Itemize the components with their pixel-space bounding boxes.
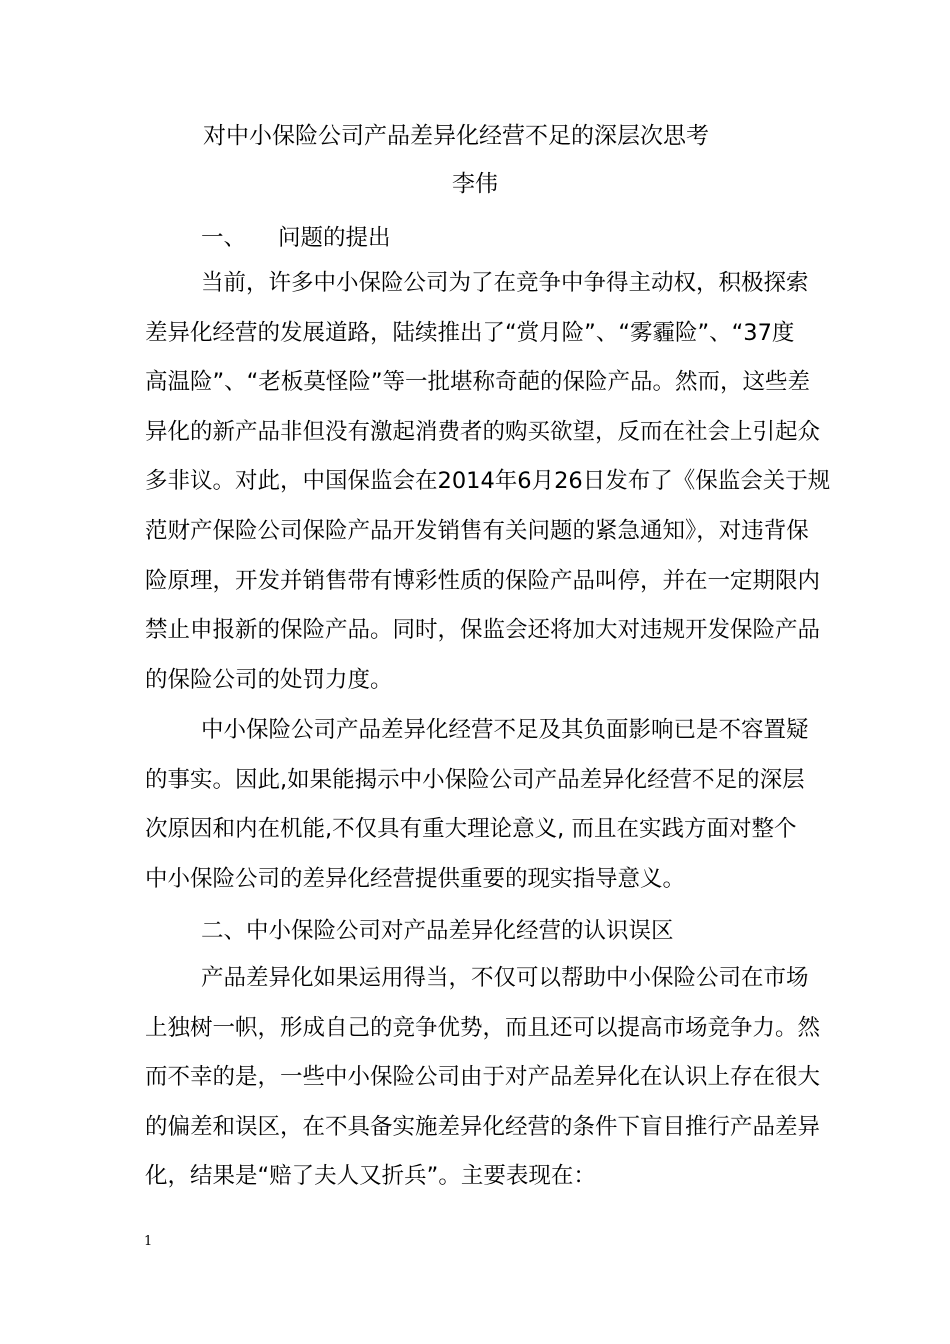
section-1-paragraph-2 [145,706,810,904]
page-number: 1 [144,1234,153,1249]
section-1-paragraph-1 [145,259,831,705]
section-2-heading: 二、中小保险公司对产品差异化经营的认识误区 [201,918,674,944]
text-line: 产品差异化如果运用得当，不仅可以帮助中小保险公司在市场 [201,965,809,991]
text-line: 高温险”、“老板莫怪险”等一批堪称奇葩的保险产品。然而，这些差 [145,369,810,396]
author-name: 李伟 [452,171,498,197]
text-line: 而不幸的是，一些中小保险公司由于对产品差异化在认识上存在很大 [145,1064,821,1091]
section-1-title: 问题的提出 [278,225,391,251]
text-line: 中小保险公司的差异化经营提供重要的现实指导意义。 [145,865,686,892]
text-line: 的偏差和误区，在不具备实施差异化经营的条件下盲目推行产品差异 [145,1113,821,1140]
text-line: 异化的新产品非但没有激起消费者的购买欲望，反而在社会上引起众 [145,418,821,445]
section-2-paragraph-1 [145,954,821,1202]
text-line: 的保险公司的处罚力度。 [145,666,393,693]
text-line: 中小保险公司产品差异化经营不足及其负面影响已是不容置疑 [201,717,809,743]
text-line: 次原因和内在机能,不仅具有重大理论意义, 而且在实践方面对整个 [145,816,797,843]
text-line: 多非议。对此，中国保监会在2014年6月26日发布了《保监会关于规 [145,468,831,495]
text-line: 当前，许多中小保险公司为了在竞争中争得主动权，积极探索 [201,270,809,296]
text-line: 险原理，开发并销售带有博彩性质的保险产品叫停，并在一定期限内 [145,567,821,594]
document-title: 对中小保险公司产品差异化经营不足的深层次思考 [203,123,709,149]
text-line: 禁止申报新的保险产品。同时，保监会还将加大对违规开发保险产品 [145,617,821,644]
section-1-number: 一、 [201,225,247,251]
section-1-heading [201,220,391,256]
text-line: 差异化经营的发展道路，陆续推出了“赏月险”、“雾霾险”、“37度 [145,319,795,346]
text-line: 范财产保险公司保险产品开发销售有关问题的紧急通知》，对违背保 [145,517,809,544]
text-line: 的事实。因此,如果能揭示中小保险公司产品差异化经营不足的深层 [145,766,805,793]
text-line: 上独树一帜，形成自己的竞争优势，而且还可以提高市场竞争力。然 [145,1014,821,1041]
text-line: 化，结果是“赔了夫人又折兵”。主要表现在： [145,1163,596,1190]
